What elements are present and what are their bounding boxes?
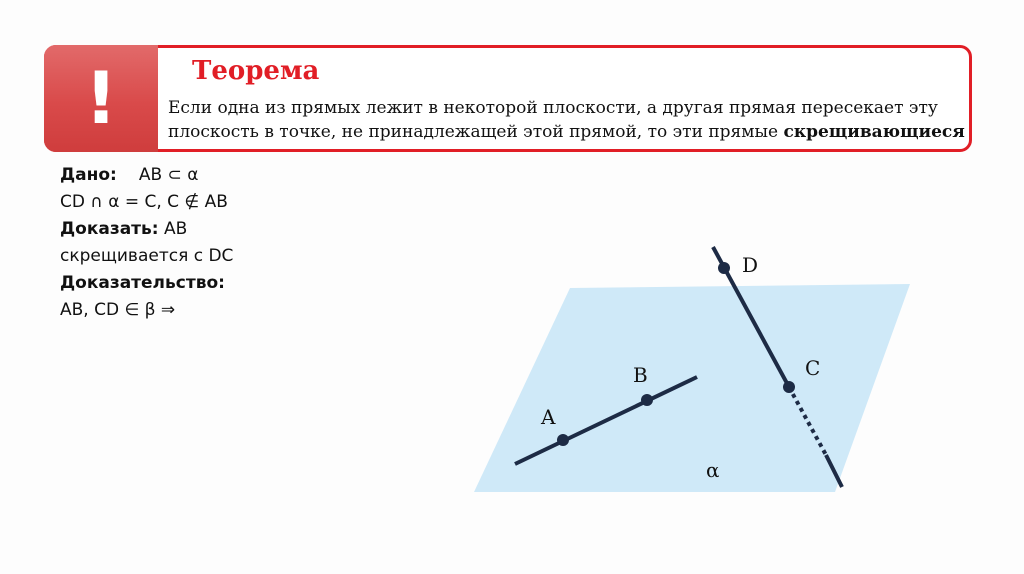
label-c: C [805,356,821,380]
exclamation-icon: ! [44,45,158,152]
theorem-statement-bold: скрещивающиеся [783,122,965,142]
prove-text-1: AB [164,219,188,239]
given-line-1: AB ⊂ α [138,165,199,185]
label-b: B [633,363,648,387]
given-line-2: CD ∩ α = C, C ∉ AB [60,192,228,212]
plane-alpha [474,284,910,492]
given-label: Дано: [60,165,117,185]
label-alpha: α [706,458,720,482]
label-d: D [742,253,759,277]
prove-label: Доказать: [60,219,159,239]
point-a [557,434,569,446]
prove-text-2: скрещивается с DC [60,246,234,266]
proof-label: Доказательство: [60,273,225,293]
label-a: A [541,405,556,429]
theorem-title: Теорема [192,56,320,86]
proof-line-1: AB, CD ∈ β ⇒ [60,300,176,320]
point-b [641,394,653,406]
theorem-statement-text: Если одна из прямых лежит в некоторой плоскости, а другая прямая пересекает эту плоскость в точке, не принадлежащей этой прямой, то эти прямые [168,98,938,142]
point-c [783,381,795,393]
point-d [718,262,730,274]
